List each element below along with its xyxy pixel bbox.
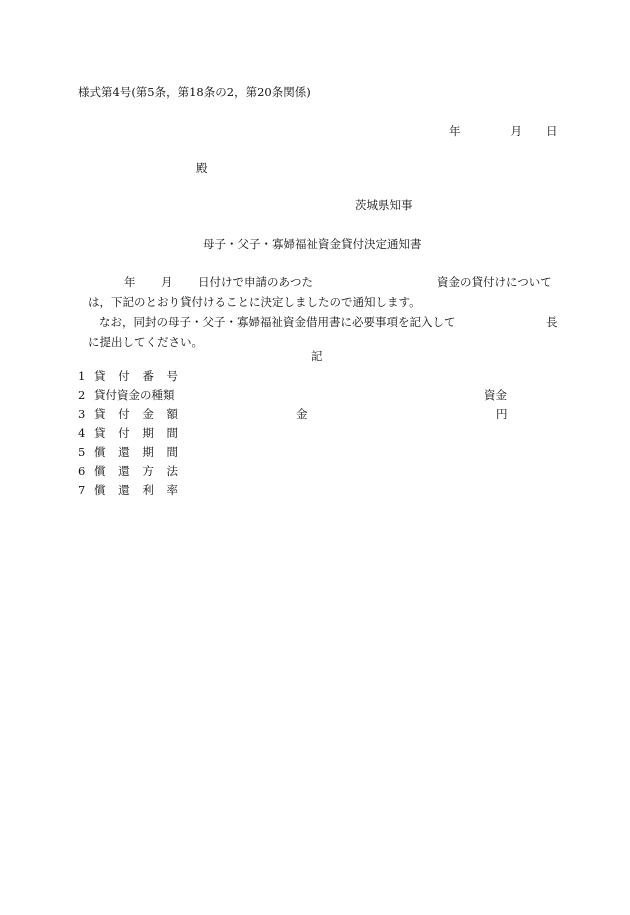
addressee-suffix: 殿 [196, 161, 208, 175]
item-label-char: 率 [166, 483, 178, 497]
item-label-char: 付 [118, 369, 130, 383]
item-label [94, 444, 178, 460]
item-prefix: 金 [296, 407, 308, 421]
list-item [78, 387, 528, 406]
item-label-char: 貸 [94, 369, 106, 383]
item-label-char: 間 [166, 445, 178, 459]
issuer: 茨城県知事 [355, 198, 413, 212]
date-year: 年 [449, 124, 461, 138]
item-label [94, 425, 178, 441]
date-month: 月 [510, 124, 522, 138]
item-label-char: 還 [118, 483, 130, 497]
form-number: 様式第4号(第5条，第18条の2，第20条関係) [78, 85, 311, 99]
item-label-char: 償 [94, 445, 106, 459]
date-day: 日 [546, 124, 558, 138]
body-line-2 [78, 292, 564, 312]
body-notice-text: は，下記のとおり貸付けることに決定しましたので通知します。 [88, 295, 421, 309]
body-submit-text: に提出してください。 [88, 335, 203, 349]
item-number: 7 [78, 483, 86, 497]
body-fund-text: 資金の貸付けについて [437, 275, 552, 289]
item-label-char: 間 [166, 426, 178, 440]
item-label-char: 付 [118, 426, 130, 440]
list-item [78, 482, 528, 501]
item-label-char: 付 [118, 407, 130, 421]
item-label-char: 方 [142, 464, 154, 478]
item-number: 6 [78, 464, 86, 478]
item-number: 2 [78, 388, 86, 402]
body-line-3 [78, 312, 564, 332]
item-label-char: 利 [142, 483, 154, 497]
item-label-char: 貸 [94, 426, 106, 440]
item-number: 1 [78, 369, 86, 383]
list-item [78, 368, 528, 387]
item-label-char: 貸 [94, 407, 106, 421]
body-year: 年 [124, 275, 136, 289]
item-label-char: 法 [166, 464, 178, 478]
item-label-char: 償 [94, 464, 106, 478]
item-label: 貸付資金の種類 [94, 388, 175, 402]
body-line-1 [78, 272, 564, 292]
body-enclosure-text: なお，同封の母子・父子・寡婦福祉資金借用書に必要事項を記入して [99, 315, 456, 329]
item-label-char: 番 [142, 369, 154, 383]
item-label-char: 償 [94, 483, 106, 497]
item-label [94, 482, 178, 498]
date-line [449, 123, 558, 139]
document-title: 母子・父子・寡婦福祉資金貸付決定通知書 [203, 237, 422, 251]
item-label-char: 還 [118, 464, 130, 478]
item-label-char: 金 [142, 407, 154, 421]
body-chief-text: 長 [546, 315, 558, 329]
body-text [78, 272, 564, 352]
item-number: 3 [78, 407, 86, 421]
item-suffix: 円 [496, 407, 508, 421]
item-suffix: 資金 [484, 388, 507, 402]
ki-heading: 記 [311, 349, 323, 363]
item-label [94, 368, 178, 384]
item-number: 5 [78, 445, 86, 459]
list-item [78, 444, 528, 463]
item-label [94, 463, 178, 479]
item-label [94, 406, 178, 422]
item-label-char: 期 [142, 445, 154, 459]
list-item [78, 425, 528, 444]
item-list [78, 368, 528, 501]
list-item [78, 463, 528, 482]
body-application-text: 日付けで申請のあつた [198, 275, 313, 289]
item-label-char: 還 [118, 445, 130, 459]
body-month: 月 [161, 275, 173, 289]
list-item [78, 406, 528, 425]
item-label-char: 期 [142, 426, 154, 440]
item-number: 4 [78, 426, 86, 440]
item-label-char: 額 [166, 407, 178, 421]
item-label-char: 号 [166, 369, 178, 383]
